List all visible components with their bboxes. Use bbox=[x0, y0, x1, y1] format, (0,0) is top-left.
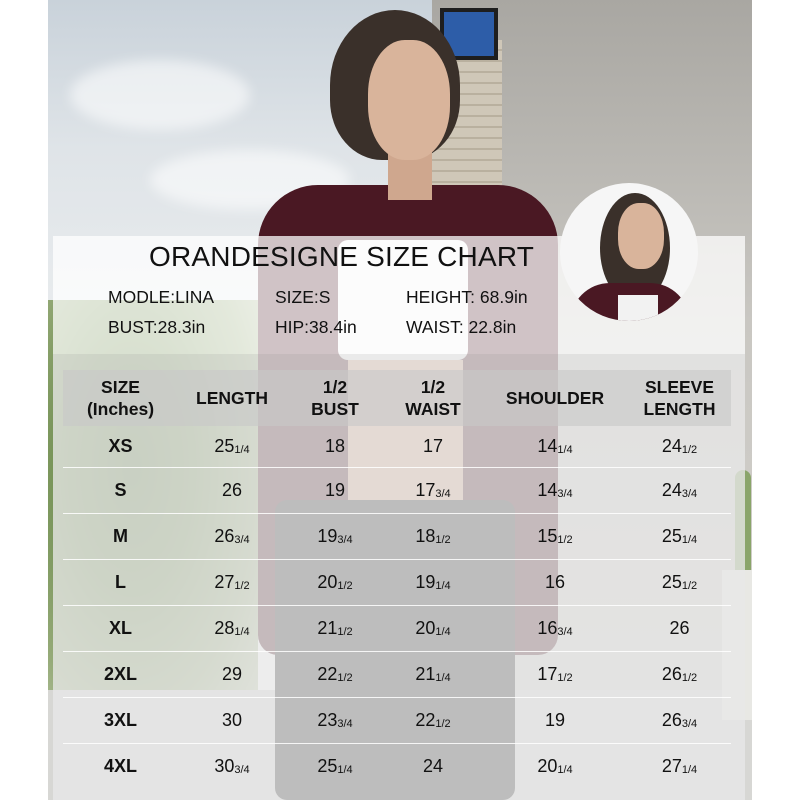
measurement-fraction: 1/4 bbox=[557, 444, 573, 456]
measurement-fraction: 3/4 bbox=[681, 488, 698, 500]
table-row bbox=[63, 560, 731, 606]
measurement-whole: 22 bbox=[317, 664, 338, 684]
measurement-whole: 17 bbox=[415, 480, 436, 500]
measurement-half-waist bbox=[384, 560, 482, 606]
measurement-fraction: 3/4 bbox=[557, 626, 573, 638]
measurement-sleeve-length bbox=[628, 514, 731, 560]
measurement-half-bust bbox=[286, 468, 384, 514]
measurement-half-bust bbox=[286, 698, 384, 744]
column-header-line: LENGTH bbox=[643, 399, 716, 419]
measurement-whole: 21 bbox=[317, 618, 338, 638]
model-height: HEIGHT: 68.9in bbox=[406, 287, 528, 307]
measurement-sleeve-length bbox=[628, 698, 731, 744]
size-label: S bbox=[63, 468, 178, 514]
model-portrait-inset bbox=[560, 183, 698, 321]
size-label: M bbox=[63, 514, 178, 560]
measurement-whole: 22 bbox=[415, 710, 436, 730]
measurement-whole: 14 bbox=[537, 436, 558, 456]
column-header-line: BUST bbox=[311, 399, 359, 419]
measurement-fraction: 1/4 bbox=[435, 626, 451, 638]
measurement-whole: 25 bbox=[317, 756, 338, 776]
column-header-line: (Inches) bbox=[86, 399, 155, 419]
column-header-size bbox=[63, 370, 178, 426]
measurement-fraction: 1/4 bbox=[681, 534, 698, 546]
table-header-row bbox=[63, 370, 731, 426]
measurement-sleeve-length bbox=[628, 652, 731, 698]
measurement-length bbox=[178, 514, 286, 560]
measurement-fraction: 3/4 bbox=[234, 534, 250, 546]
measurement-whole: 20 bbox=[415, 618, 436, 638]
measurement-fraction: 1/2 bbox=[234, 580, 250, 592]
cloud bbox=[70, 60, 250, 130]
model-hip: HIP:38.4in bbox=[275, 317, 357, 337]
measurement-whole: 17 bbox=[422, 436, 444, 456]
measurement-fraction: 1/2 bbox=[557, 534, 573, 546]
measurement-half-bust bbox=[286, 606, 384, 652]
measurement-fraction: 1/4 bbox=[435, 580, 451, 592]
measurement-whole: 18 bbox=[324, 436, 346, 456]
measurement-fraction: 1/4 bbox=[234, 444, 250, 456]
measurement-shoulder bbox=[482, 652, 628, 698]
model-bust: BUST:28.3in bbox=[108, 317, 206, 337]
measurement-fraction: 3/4 bbox=[337, 534, 353, 546]
size-label: XL bbox=[63, 606, 178, 652]
measurement-sleeve-length bbox=[628, 606, 731, 652]
size-label: L bbox=[63, 560, 178, 606]
measurement-whole: 25 bbox=[661, 572, 682, 592]
measurement-whole: 27 bbox=[214, 572, 235, 592]
measurement-length bbox=[178, 606, 286, 652]
measurement-whole: 24 bbox=[422, 756, 444, 776]
measurement-whole: 19 bbox=[317, 526, 338, 546]
model-face bbox=[368, 40, 450, 160]
measurement-length bbox=[178, 744, 286, 790]
measurement-fraction: 3/4 bbox=[557, 488, 573, 500]
measurement-whole: 19 bbox=[415, 572, 436, 592]
measurement-whole: 27 bbox=[661, 756, 682, 776]
measurement-fraction: 1/2 bbox=[681, 444, 698, 456]
measurement-fraction: 1/2 bbox=[681, 672, 698, 684]
measurement-fraction: 1/4 bbox=[435, 672, 451, 684]
measurement-half-waist bbox=[384, 426, 482, 468]
measurement-sleeve-length bbox=[628, 468, 731, 514]
measurement-whole: 25 bbox=[214, 436, 235, 456]
measurement-fraction: 1/4 bbox=[557, 764, 573, 776]
measurement-half-waist bbox=[384, 698, 482, 744]
measurement-fraction: 1/2 bbox=[337, 580, 353, 592]
measurement-half-bust bbox=[286, 514, 384, 560]
column-header-line: 1/2 bbox=[420, 377, 446, 397]
measurement-fraction: 1/2 bbox=[337, 626, 353, 638]
size-label: 2XL bbox=[63, 652, 178, 698]
measurement-whole: 26 bbox=[661, 664, 682, 684]
measurement-half-bust bbox=[286, 560, 384, 606]
measurement-whole: 26 bbox=[214, 526, 235, 546]
measurement-whole: 15 bbox=[537, 526, 558, 546]
measurement-shoulder bbox=[482, 514, 628, 560]
table-row bbox=[63, 652, 731, 698]
measurement-whole: 16 bbox=[544, 572, 566, 592]
measurement-fraction: 1/2 bbox=[435, 718, 451, 730]
measurement-whole: 24 bbox=[661, 436, 682, 456]
measurement-whole: 26 bbox=[669, 618, 690, 638]
column-header-line: SLEEVE bbox=[644, 377, 715, 397]
measurement-fraction: 1/2 bbox=[681, 580, 698, 592]
measurement-whole: 21 bbox=[415, 664, 436, 684]
size-label: 4XL bbox=[63, 744, 178, 790]
measurement-sleeve-length bbox=[628, 560, 731, 606]
measurement-half-waist bbox=[384, 514, 482, 560]
measurement-half-waist bbox=[384, 652, 482, 698]
column-header-shoulder bbox=[482, 370, 628, 426]
size-label: XS bbox=[108, 436, 133, 456]
table-row bbox=[63, 514, 731, 560]
measurement-whole: 17 bbox=[537, 664, 558, 684]
model-size: SIZE:S bbox=[275, 287, 331, 307]
measurement-whole: 29 bbox=[221, 664, 243, 684]
measurement-half-bust bbox=[286, 652, 384, 698]
measurement-whole: 16 bbox=[537, 618, 558, 638]
measurement-whole: 23 bbox=[317, 710, 338, 730]
measurement-fraction: 3/4 bbox=[435, 488, 451, 500]
measurement-fraction: 1/4 bbox=[681, 764, 698, 776]
column-header-line: 1/2 bbox=[322, 377, 348, 397]
size-label: 3XL bbox=[63, 698, 178, 744]
measurement-half-bust bbox=[286, 744, 384, 790]
measurement-whole: 28 bbox=[214, 618, 235, 638]
column-header-half-waist bbox=[384, 370, 482, 426]
column-header-sleeve-length bbox=[628, 370, 731, 426]
measurement-fraction: 1/2 bbox=[337, 672, 353, 684]
measurement-whole: 24 bbox=[661, 480, 682, 500]
measurement-length bbox=[178, 426, 286, 468]
measurement-length bbox=[178, 560, 286, 606]
measurement-half-waist bbox=[384, 606, 482, 652]
measurement-whole: 30 bbox=[221, 710, 243, 730]
column-header-line: LENGTH bbox=[196, 388, 268, 408]
measurement-whole: 19 bbox=[544, 710, 566, 730]
inset-face bbox=[618, 203, 664, 269]
column-header-line: SIZE bbox=[101, 377, 140, 397]
measurement-whole: 19 bbox=[324, 480, 346, 500]
measurement-whole: 18 bbox=[415, 526, 436, 546]
measurement-fraction: 1/2 bbox=[557, 672, 573, 684]
model-waist: WAIST: 22.8in bbox=[406, 317, 517, 337]
column-header-half-bust bbox=[286, 370, 384, 426]
measurement-fraction: 3/4 bbox=[681, 718, 698, 730]
measurement-half-bust bbox=[286, 426, 384, 468]
measurement-sleeve-length bbox=[628, 744, 731, 790]
measurement-shoulder bbox=[482, 698, 628, 744]
measurement-shoulder bbox=[482, 468, 628, 514]
measurement-shoulder bbox=[482, 426, 628, 468]
measurement-whole: 26 bbox=[661, 710, 682, 730]
measurement-whole: 20 bbox=[317, 572, 338, 592]
measurement-fraction: 1/2 bbox=[435, 534, 451, 546]
measurement-fraction: 3/4 bbox=[234, 764, 250, 776]
measurement-whole: 14 bbox=[537, 480, 558, 500]
measurement-whole: 26 bbox=[221, 480, 243, 500]
measurement-length bbox=[178, 698, 286, 744]
column-header-length bbox=[178, 370, 286, 426]
table-row bbox=[63, 468, 731, 514]
measurement-fraction: 1/4 bbox=[337, 764, 353, 776]
measurement-sleeve-length bbox=[628, 426, 731, 468]
chart-title: ORANDESIGNE SIZE CHART bbox=[149, 241, 535, 272]
measurement-shoulder bbox=[482, 560, 628, 606]
measurement-half-waist bbox=[384, 468, 482, 514]
size-table bbox=[63, 370, 731, 789]
measurement-length bbox=[178, 468, 286, 514]
measurement-whole: 25 bbox=[661, 526, 682, 546]
table-row bbox=[63, 606, 731, 652]
table-row bbox=[63, 698, 731, 744]
inset-top bbox=[618, 295, 658, 321]
model-name: MODLE:LINA bbox=[108, 287, 214, 307]
table-row bbox=[63, 426, 731, 468]
measurement-shoulder bbox=[482, 606, 628, 652]
measurement-shoulder bbox=[482, 744, 628, 790]
column-header-line: WAIST bbox=[405, 399, 461, 419]
column-header-line: SHOULDER bbox=[505, 388, 605, 408]
measurement-whole: 30 bbox=[214, 756, 235, 776]
measurement-length bbox=[178, 652, 286, 698]
measurement-fraction: 1/4 bbox=[234, 626, 250, 638]
measurement-whole: 20 bbox=[537, 756, 558, 776]
measurement-half-waist bbox=[384, 744, 482, 790]
table-row bbox=[63, 744, 731, 790]
measurement-fraction: 3/4 bbox=[337, 718, 353, 730]
